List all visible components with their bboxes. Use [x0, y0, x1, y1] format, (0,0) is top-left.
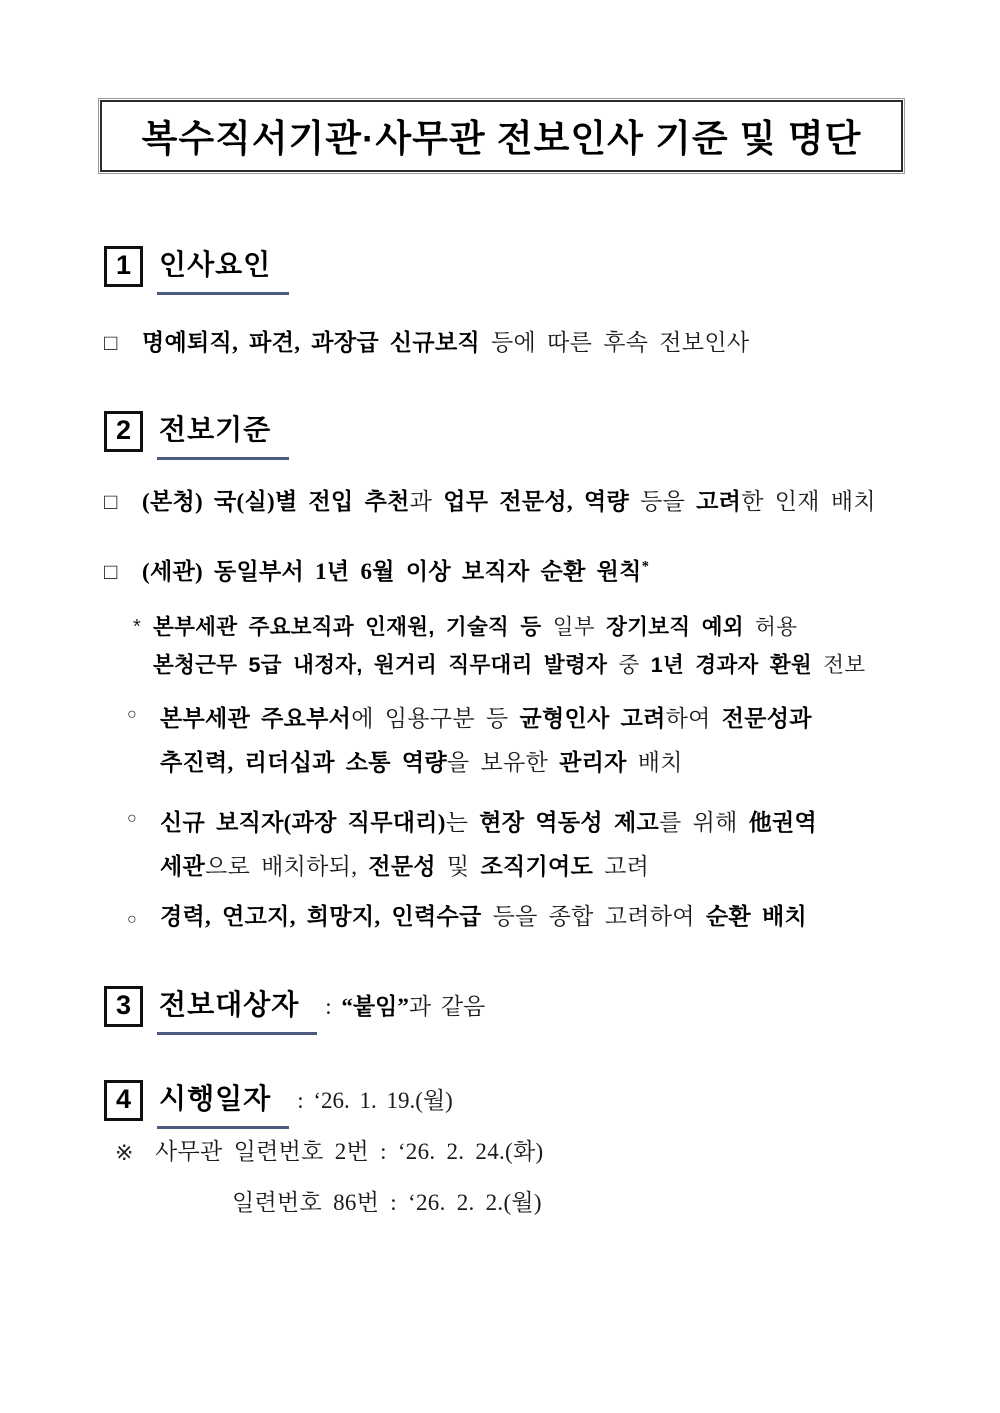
text-line: 신규 보직자(과장 직무대리)는 현장 역동성 제고를 위해 他권역 — [160, 810, 818, 835]
section-4-title: 시행일자 — [157, 1077, 289, 1129]
section-2-item-a — [104, 487, 876, 517]
section-2-footnote-2 — [153, 650, 865, 680]
section-1-heading — [104, 243, 289, 295]
section-2-item-b — [104, 557, 649, 587]
section-4-ref-note-1 — [115, 1137, 543, 1169]
document-title: 복수직서기관·사무관 전보인사 기준 및 명단 — [100, 100, 903, 172]
section-1-number: 1 — [104, 246, 143, 287]
section-3-title: 전보대상자 — [157, 983, 317, 1035]
section-4-ref-note-1-text: 사무관 일련번호 2번 : ‘26. 2. 24.(화) — [155, 1139, 544, 1164]
square-bullet-icon: □ — [104, 559, 118, 584]
section-4-heading — [104, 1077, 453, 1129]
section-4-number: 4 — [104, 1080, 143, 1121]
section-1-title: 인사요인 — [157, 243, 289, 295]
section-4-value: : ‘26. 1. 19.(월) — [297, 1088, 453, 1113]
section-2-circle-item-3 — [127, 902, 807, 935]
section-2-footnote-1 — [133, 612, 797, 642]
section-1-item — [104, 328, 749, 358]
text-line: 추진력, 리더십과 소통 역량을 보유한 관리자 배치 — [160, 750, 683, 775]
section-2-footnote-1-text: 본부세관 주요보직과 인재원, 기술직 등 일부 장기보직 예외 허용 — [153, 615, 798, 639]
section-2-number: 2 — [104, 411, 143, 452]
asterisk-marker-icon: * — [133, 616, 141, 638]
section-1-item-text: 명예퇴직, 파견, 과장급 신규보직 등에 따른 후속 전보인사 — [142, 330, 750, 355]
circle-bullet-icon: ○ — [127, 810, 137, 827]
section-3-number: 3 — [104, 986, 143, 1027]
section-3-heading — [104, 983, 485, 1035]
section-4-ref-note-2 — [232, 1188, 542, 1218]
text-line: 세관으로 배치하되, 전문성 및 조직기여도 고려 — [160, 854, 650, 879]
section-2-title: 전보기준 — [157, 408, 289, 460]
section-2-item-a-text: (본청) 국(실)별 전입 추천과 업무 전문성, 역량 등을 고려한 인재 배치 — [142, 489, 876, 514]
circle-bullet-icon: ○ — [127, 911, 137, 928]
section-2-footnote-2-text: 본청근무 5급 내정자, 원거리 직무대리 발령자 중 1년 경과자 환원 전보 — [153, 653, 866, 677]
reference-mark-icon: ※ — [115, 1140, 134, 1165]
text-line: 본부세관 주요부서에 임용구분 등 균형인사 고려하여 전문성과 — [160, 706, 812, 731]
circle-bullet-icon: ○ — [127, 706, 137, 723]
section-2-heading — [104, 408, 289, 460]
section-2-circle-item-2 — [127, 801, 817, 889]
section-2-circle-item-1 — [127, 697, 812, 785]
section-2-circle-item-1-text — [160, 697, 812, 785]
section-4-ref-note-2-text: 일련번호 86번 : ‘26. 2. 2.(월) — [232, 1190, 542, 1215]
square-bullet-icon: □ — [104, 330, 118, 355]
section-2-item-b-text: (세관) 동일부서 1년 6월 이상 보직자 순환 원칙* — [142, 558, 650, 584]
square-bullet-icon: □ — [104, 489, 118, 514]
section-2-circle-item-2-text — [160, 801, 817, 889]
section-2-circle-item-3-text: 경력, 연고지, 희망지, 인력수급 등을 종합 고려하여 순환 배치 — [160, 904, 808, 929]
section-3-value: : “붙임”과 같음 — [325, 994, 486, 1019]
